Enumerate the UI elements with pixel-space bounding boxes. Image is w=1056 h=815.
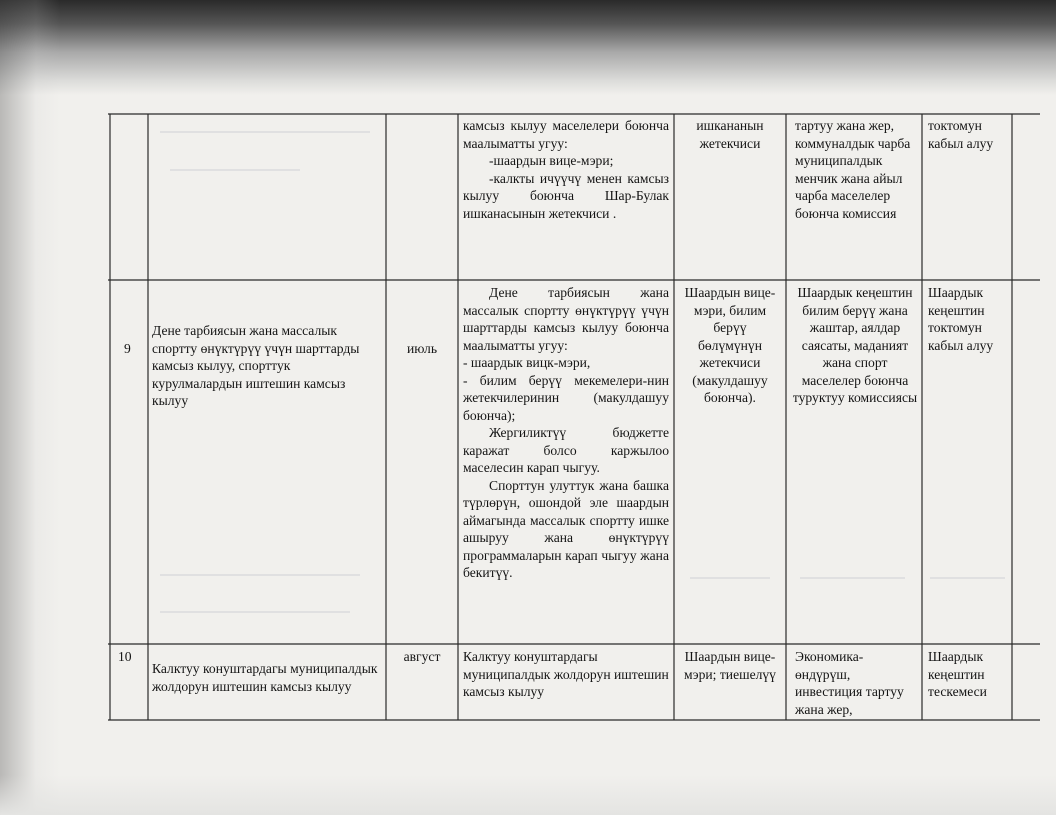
result-cell: токтомун кабыл алуу: [928, 118, 994, 151]
description-line: -калкты ичүүчү менен камсыз кылуу боюнча Шар-Булак ишканасынын жетекчиси .: [463, 170, 669, 221]
description-cell: [463, 284, 669, 582]
row-number: 10: [118, 649, 132, 664]
description-line: - билим берүү мекемелери-нин жетекчилеринин (макулдашуу боюнча);: [463, 372, 669, 423]
description-line: камсыз кылуу маселелери боюнча маалыматты угуу:: [463, 118, 669, 151]
term-cell: июль: [406, 341, 438, 356]
description-cell: [463, 648, 669, 701]
term-cell: август: [403, 649, 441, 664]
description-line: -шаардын вице-мэри;: [489, 153, 614, 168]
commission-cell: Шаардык кеңештин билим берүү жана жаштар, аялдар саясаты, маданият жана спорт маселелер боюнча туруктуу комиссиясы: [792, 285, 918, 405]
result-cell: Шаардык кеңештин токтомун кабыл алуу: [928, 285, 994, 353]
result-cell: Шаардык кеңештин тескемеси: [928, 649, 987, 699]
description-line: Жергиликтүү бюджетте каражат болсо каржылоо маселесин карап чыгуу.: [463, 425, 669, 475]
description-line: Калктуу конуштардагы муниципалдык жолдорун иштешин камсыз кылуу: [463, 649, 669, 699]
commission-cell: тартуу жана жер, коммуналдык чарба муниципалдык менчик жана айыл чарба маселелер боюнча комиссия: [795, 118, 911, 221]
responsible-cell: Шаардын вице-мэри; тиешелүү: [684, 649, 776, 682]
responsible-cell: Шаардын вице-мэри, билим берүү бөлүмүнүн жетекчиси (макулдашуу боюнча).: [684, 285, 776, 405]
responsible-cell: ишкананын жетекчиси: [696, 118, 764, 151]
description-line: Дене тарбиясын жана массалык спортту өнүктүрүү үчүн шарттарды камсыз кылуу боюнча маалыматты угуу:: [463, 285, 669, 353]
event-cell: Калктуу конуштардагы муниципалдык жолдорун иштешин камсыз кылуу: [152, 661, 378, 694]
row-number: 9: [124, 341, 131, 356]
event-cell: Дене тарбиясын жана массалык спортту өнүктүрүү үчүн шарттарды камсыз кылуу, спорттук курулмалардын иштешин камсыз кылуу: [152, 323, 360, 408]
description-cell: [463, 117, 669, 222]
description-line: - шаардык вицк-мэри,: [463, 355, 591, 370]
description-line: Спорттун улуттук жана башка түрлөрүн, ошондой эле шаардын аймагында массалык спортту ишке ашыруу жана өнүктүрүү программаларын карап чыгуу жана бекитүү.: [463, 477, 669, 580]
commission-cell: Экономика-өндүрүш, инвестиция тартуу жана жер,: [795, 649, 904, 717]
